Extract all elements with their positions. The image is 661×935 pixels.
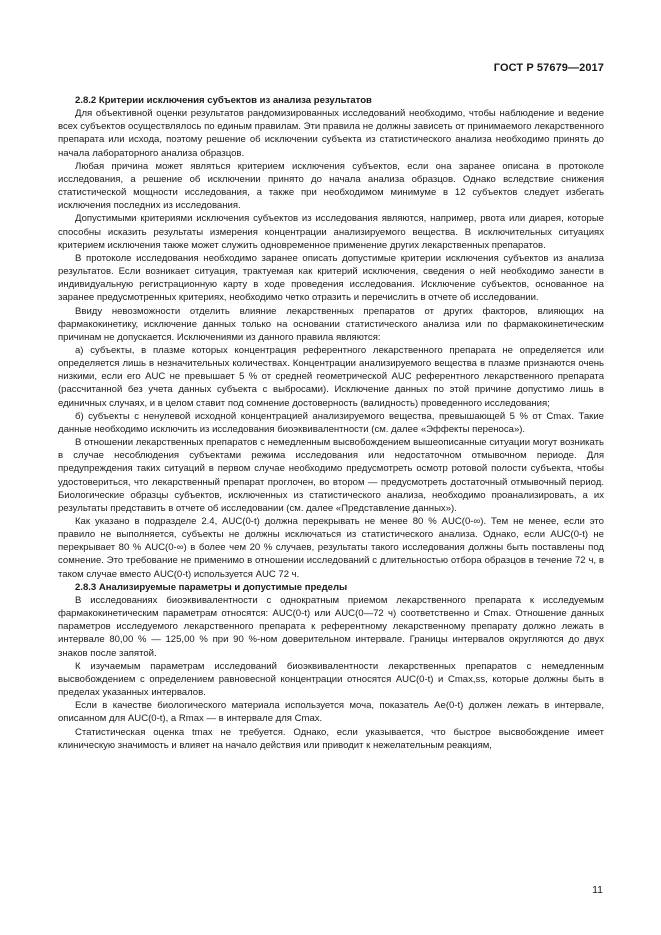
paragraph: Если в качестве биологического материала используется моча, показатель Ae(0-t) должен лежать в интервале, описанном для AUC(0-t), а Rmax — в интервале для Cmax. bbox=[58, 700, 604, 725]
paragraph: К изучаемым параметрам исследований биоэквивалентности лекарственных препаратов с немедленным высвобождением с определением равновесной концентрации относятся AUC(0-t) и Cmax,ss, которые должны быть в пределах указанных интервалов. bbox=[58, 660, 604, 699]
paragraph: Допустимыми критериями исключения субъектов из исследования являются, например, рвота или диарея, которые способны исказить результаты измерения концентрации анализируемого вещества. В исключительных ситуациях критерием исключения также может служить одновременное применение других лекарственных препаратов. bbox=[58, 213, 604, 251]
paragraph: В протоколе исследования необходимо заранее описать допустимые критерии исключения субъектов из анализа результатов. Если возникает ситуация, трактуемая как критерий исключения, сведения о ней необходимо занести в индивидуальную регистрационную карту в ходе проведения исследования. Исключение субъектов, основанное на заранее предусмотренных критериях, необходимо четко отразить и перечислить в отчете об исследовании. bbox=[58, 252, 604, 304]
paragraph: Ввиду невозможности отделить влияние лекарственных препаратов от других факторов, влияющих на фармакокинетику, исключение данных только на основании статистического анализа или по фармакокинетическим причинам не допускается. Исключениями из данного правила являются: bbox=[58, 305, 604, 343]
paragraph: В отношении лекарственных препаратов с немедленным высвобождением вышеописанные ситуации могут возникать в случае несоблюдения субъектами режима исследования или недостаточном отмывочном периоде. Для предупреждения таких ситуаций в первом случае необходимо предусмотреть осмотр ротовой полости субъекта, чтобы удостовериться, что лекарственный препарат проглочен, во втором — предусмотреть достаточный отмывочный период. Биологические образцы субъектов, исключенных из статистического анализа, необходимо проанализировать, а их результаты представить в отчете об исследовании (см. далее «Представление данных»). bbox=[58, 437, 604, 514]
document-standard-number: ГОСТ Р 57679—2017 bbox=[493, 62, 604, 74]
paragraph: Статистическая оценка tmax не требуется. Однако, если указывается, что быстрое высвобождение имеет клиническую значимость и влияет на начало действия или приводит к нежелательным реакциям, bbox=[58, 726, 604, 751]
paragraph: В исследованиях биоэквивалентности с однократным приемом лекарственного препарата к исследуемым фармакокинетическим параметрам относятся: AUC(0-t) или AUC(0—72 ч) соответственно и Cmax. Отношение данных параметров исследуемого лекарственного препарата к референтному лекарственному препарату должно лежать в интервале 80,00 % — 125,00 % при 90 %-ном доверительном интервале. Границы интервалов округляются до двух знаков после запятой. bbox=[58, 594, 604, 659]
paragraph: Любая причина может являться критерием исключения субъектов, если она заранее описана в протоколе исследования, а решение об исключении принято до начала анализа образцов. Однако вследствие снижения статистической мощности исследования, а также при необходимом минимуме в 12 субъектов следует избегать исключения последних из исследования. bbox=[58, 160, 604, 212]
document-body bbox=[58, 94, 604, 752]
page-number: 11 bbox=[592, 884, 603, 896]
section-heading-2-8-2: 2.8.2 Критерии исключения субъектов из анализа результатов bbox=[75, 95, 372, 106]
list-item-a: а) субъекты, в плазме которых концентрация референтного лекарственного препарата не определяется или определяется лишь в незначительных количествах. Концентрации анализируемого вещества в плазме признаются очень низкими, если его AUC не превышает 5 % от средней геометрической AUC референтного лекарственного препарата (рассчитанной без учета данных субъекта с выбросами). Исключение данных по этой причине допустимо лишь в единичных случаях, и в целом ставит под сомнение достоверность (валидность) проведенного исследования; bbox=[58, 344, 604, 409]
list-item-b: б) субъекты с ненулевой исходной концентрацией анализируемого вещества, превышающей 5 % от Cmax. Такие данные необходимо исключить из исследования биоэквивалентности (см. далее «Эффекты переноса»). bbox=[58, 410, 604, 435]
section-heading-2-8-3: 2.8.3 Анализируемые параметры и допустимые пределы bbox=[75, 581, 348, 593]
paragraph: Как указано в подразделе 2.4, AUC(0-t) должна перекрывать не менее 80 % AUC(0-∞). Тем не менее, если это правило не выполняется, субъекты не должны исключаться из статистического анализа. Однако, если AUC(0-t) не перекрывает 80 % AUC(0-∞) в более чем 20 % случаев, результаты такого исследования должны быть поставлены под сомнение. Это требование не применимо в отношении исследований с длительностью отбора образцов в течение 72 ч, в таком случае вместо AUC(0-t) используется AUC 72 ч. bbox=[58, 516, 604, 580]
paragraph: Для объективной оценки результатов рандомизированных исследований необходимо, чтобы наблюдение и ведение всех субъектов осуществлялось по единым правилам. Эти правила не должны зависеть от принимаемого лекарственного препарата или исхода, поэтому решение об исключении субъекта из статистического анализа необходимо принять до начала лабораторного анализа образцов. bbox=[58, 108, 604, 159]
